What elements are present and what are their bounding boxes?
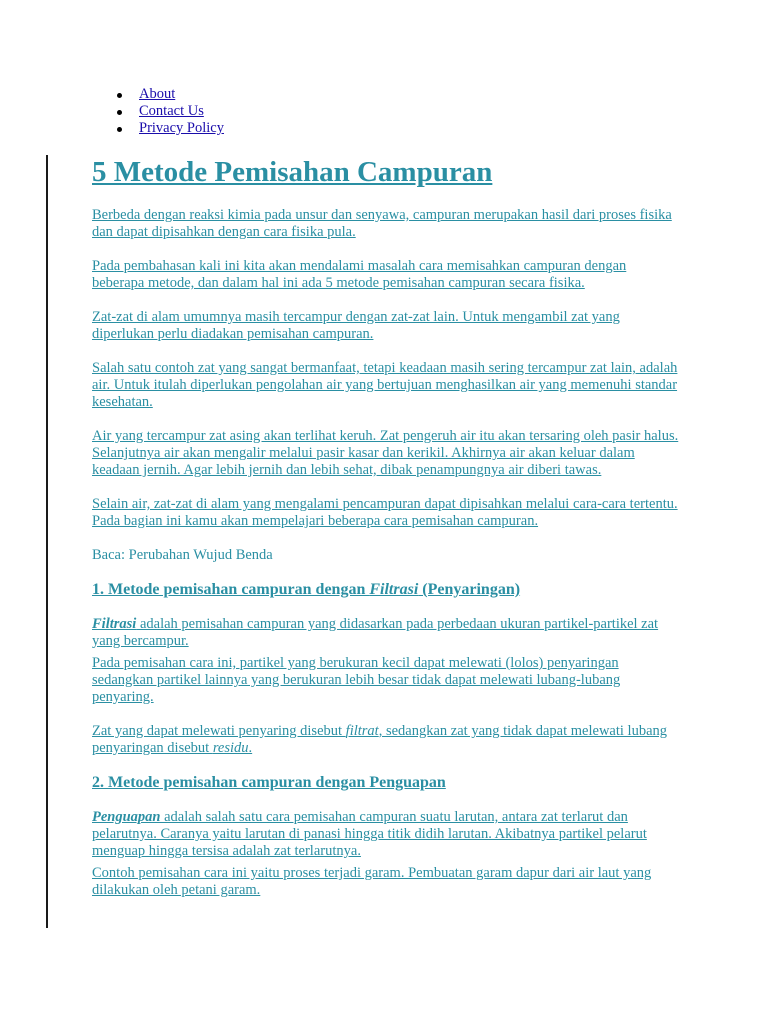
paragraph-4[interactable]: Salah satu contoh zat yang sangat bermanfaat, tetapi keadaan masih sering tercampur zat lain, adalah air. Untuk itulah diperlukan pengolahan air yang bertujuan menghasilkan air yang memenuhi standar kesehatan. [92,360,678,410]
filtrasi-definition-text: adalah pemisahan campuran yang didasarkan pada perbedaan ukuran partikel-partikel zat yang bercampur. [92,616,659,649]
penguapan-definition-text: adalah salah satu cara pemisahan campuran suatu larutan, antara zat terlarut dan pelarutnya. Caranya yaitu larutan di panasi hingga titik didih larutan. Akibatnya partikel pelarut menguap hingga tersisa adalah zat terlarutnya. [92,809,647,859]
term-residu: residu [212,740,249,756]
nav-link-privacy-policy[interactable]: Privacy Policy [139,120,224,136]
paragraph-6[interactable]: Selain air, zat-zat di alam yang mengalami pencampuran dapat dipisahkan melalui cara-cara tertentu. Pada bagian ini kamu akan mempelajari beberapa cara pemisahan campuran. [92,496,678,529]
section-heading-penguapan: 2. Metode pemisahan campuran dengan Penguapan [92,774,446,791]
paragraph-penguapan-2[interactable]: Contoh pemisahan cara ini yaitu proses terjadi garam. Pembuatan garam dapur dari air laut yang dilakukan oleh petani garam. [92,865,652,898]
left-border-rule [46,155,48,928]
filtrat-text-b: , sedangkan zat yang tidak dapat melewati lubang penyaringan disebut [92,723,668,756]
section1-heading-pre: 1. Metode pemisahan campuran dengan [92,581,370,598]
nav-link-about[interactable]: About [139,86,176,102]
nav-item-about [139,86,224,103]
paragraph-filtrasi-2[interactable]: Pada pemisahan cara ini, partikel yang berukuran kecil dapat melewati (lolos) penyaringan sedangkan partikel lainnya yang berukuran lebih besar tidak dapat melewati lubang-lubang penyaring. [92,655,621,705]
baca-link-text: Baca: Perubahan Wujud Benda [92,547,273,563]
paragraph-5[interactable]: Air yang tercampur zat asing akan terlihat keruh. Zat pengeruh air itu akan tersaring oleh pasir halus. Selanjutnya air akan mengalir melalui pasir kasar dan kerikil. Akhirnya air akan keluar dalam keadaan jernih. Agar lebih jernih dan lebih sehat, dibak penampungnya air diberi tawas. [92,428,679,478]
nav-item-contact [139,103,224,120]
section-heading-filtrasi [92,580,682,600]
section1-heading-post: (Penyaringan) [418,581,521,598]
paragraph-penguapan-definition[interactable] [92,809,682,860]
nav-item-privacy [139,120,224,137]
filtrat-text-c: . [248,740,253,756]
paragraph-filtrasi-3[interactable] [92,723,682,757]
term-filtrat: filtrat [345,723,379,739]
article-content [92,155,682,899]
section1-heading-term: Filtrasi [369,581,419,598]
paragraph-intro[interactable]: Berbeda dengan reaksi kimia pada unsur dan senyawa, campuran merupakan hasil dari proses fisika dan dapat dipisahkan dengan cara fisika pula. [92,207,672,240]
term-filtrasi: Filtrasi [92,616,137,632]
paragraph-3[interactable]: Zat-zat di alam umumnya masih tercampur dengan zat-zat lain. Untuk mengambil zat yang diperlukan perlu diadakan pemisahan campuran. [92,309,620,342]
filtrat-text-a: Zat yang dapat melewati penyaring disebut [92,723,346,739]
term-penguapan: Penguapan [92,809,161,825]
paragraph-2[interactable]: Pada pembahasan kali ini kita akan mendalami masalah cara memisahkan campuran dengan beberapa metode, dan dalam hal ini ada 5 metode pemisahan campuran secara fisika. [92,258,627,291]
top-nav-list [100,86,224,137]
paragraph-filtrasi-definition[interactable] [92,616,682,650]
nav-link-contact-us[interactable]: Contact Us [139,103,204,119]
article-title[interactable]: 5 Metode Pemisahan Campuran [92,156,493,188]
